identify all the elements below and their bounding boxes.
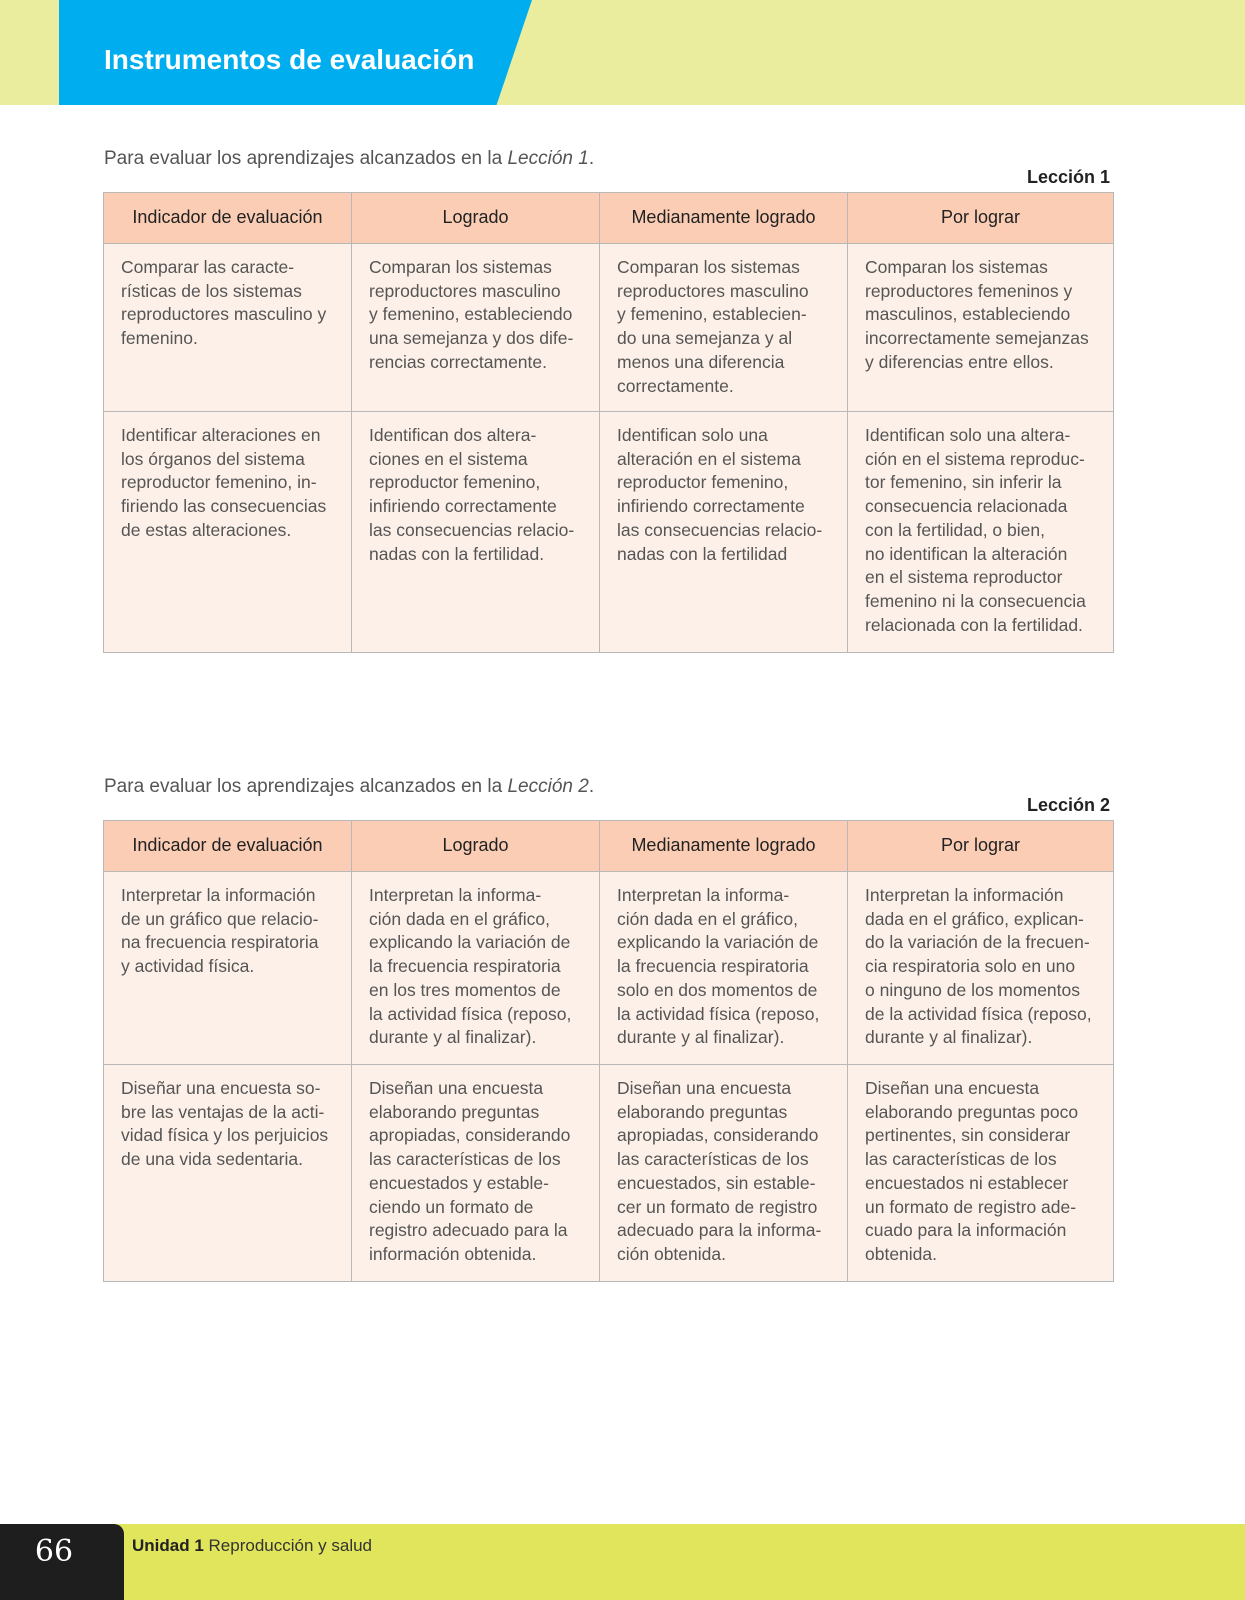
table-row bbox=[104, 412, 1114, 653]
table-row bbox=[104, 1065, 1114, 1282]
table-header-row bbox=[104, 821, 1114, 872]
column-header: Indicador de evaluación bbox=[104, 821, 352, 872]
lesson-tag: Lección 2 bbox=[1026, 795, 1110, 815]
table-cell: Diseñan una encuesta elaborando preguntas poco pertinentes, sin considerar las características de los encuestados ni establecer un formato de registro ade- cuado para la información obtenida. bbox=[848, 1065, 1114, 1282]
table-cell: Comparan los sistemas reproductores femeninos y masculinos, estableciendo incorrectamente semejanzas y diferencias entre ellos. bbox=[848, 244, 1114, 412]
section-leccion-2 bbox=[104, 774, 1114, 1282]
table-header-row bbox=[104, 193, 1114, 244]
table-cell: Diseñar una encuesta so- bre las ventajas de la acti- vidad física y los perjuicios de una vida sedentaria. bbox=[104, 1065, 352, 1282]
intro-suffix: . bbox=[588, 776, 595, 797]
column-header: Indicador de evaluación bbox=[104, 193, 352, 244]
table-cell: Identificar alteraciones en los órganos del sistema reproductor femenino, in- firiendo las consecuencias de estas alteraciones. bbox=[104, 412, 352, 653]
section-leccion-1 bbox=[104, 146, 1114, 653]
footer-unit bbox=[132, 1536, 372, 1556]
column-header: Logrado bbox=[352, 821, 600, 872]
page-number: 66 bbox=[34, 1534, 74, 1569]
table-row bbox=[104, 244, 1114, 412]
table-cell: Interpretan la informa- ción dada en el gráfico, explicando la variación de la frecuencia respiratoria en los tres momentos de la actividad física (reposo, durante y al finalizar). bbox=[352, 872, 600, 1065]
table-cell: Comparan los sistemas reproductores masculino y femenino, establecien- do una semejanza y al menos una diferencia correctamente. bbox=[600, 244, 848, 412]
intro-lesson: Lección 2 bbox=[507, 776, 589, 797]
table-cell: Identifican dos altera- ciones en el sistema reproductor femenino, infiriendo correctamente las consecuencias relacio- nadas con la fertilidad. bbox=[352, 412, 600, 653]
table-cell: Comparar las caracte- rísticas de los sistemas reproductores masculino y femenino. bbox=[104, 244, 352, 412]
table-cell: Identifican solo una altera- ción en el sistema reproduc- tor femenino, sin inferir la consecuencia relacionada con la fertilidad, o bien, no identifican la alteración en el sistema reproductor femenino ni la consecuencia relacionada con la fertilidad. bbox=[848, 412, 1114, 653]
column-header: Medianamente logrado bbox=[600, 821, 848, 872]
intro-text: Para evaluar los aprendizajes alcanzados en la bbox=[104, 776, 508, 797]
column-header: Logrado bbox=[352, 193, 600, 244]
lesson-tag: Lección 1 bbox=[1026, 167, 1110, 187]
table-cell: Comparan los sistemas reproductores masculino y femenino, estableciendo una semejanza y dos dife- rencias correctamente. bbox=[352, 244, 600, 412]
page-title: Instrumentos de evaluación bbox=[104, 44, 475, 75]
rubric-table bbox=[103, 192, 1114, 653]
column-header: Por lograr bbox=[848, 193, 1114, 244]
table-cell: Interpretar la información de un gráfico que relacio- na frecuencia respiratoria y actividad física. bbox=[104, 872, 352, 1065]
table-cell: Interpretan la información dada en el gráfico, explican- do la variación de la frecuen- cia respiratoria solo en uno o ninguno de los momentos de la actividad física (reposo, durante y al finalizar). bbox=[848, 872, 1114, 1065]
unit-label: Unidad 1 bbox=[132, 1536, 204, 1555]
intro-text: Para evaluar los aprendizajes alcanzados en la bbox=[104, 148, 508, 169]
table-cell: Interpretan la informa- ción dada en el gráfico, explicando la variación de la frecuencia respiratoria solo en dos momentos de la actividad física (reposo, durante y al finalizar). bbox=[600, 872, 848, 1065]
intro-lesson: Lección 1 bbox=[507, 148, 589, 169]
column-header: Medianamente logrado bbox=[600, 193, 848, 244]
column-header: Por lograr bbox=[848, 821, 1114, 872]
intro-suffix: . bbox=[588, 148, 595, 169]
table-cell: Identifican solo una alteración en el sistema reproductor femenino, infiriendo correctamente las consecuencias relacio- nadas con la fertilidad bbox=[600, 412, 848, 653]
table-cell: Diseñan una encuesta elaborando preguntas apropiadas, considerando las características de los encuestados y estable- ciendo un formato de registro adecuado para la información obtenida. bbox=[352, 1065, 600, 1282]
rubric-table bbox=[103, 820, 1114, 1282]
table-row bbox=[104, 872, 1114, 1065]
table-cell: Diseñan una encuesta elaborando preguntas apropiadas, considerando las características de los encuestados, sin estable- cer un formato de registro adecuado para la informa- ción obtenida. bbox=[600, 1065, 848, 1282]
unit-title: Reproducción y salud bbox=[208, 1536, 373, 1555]
